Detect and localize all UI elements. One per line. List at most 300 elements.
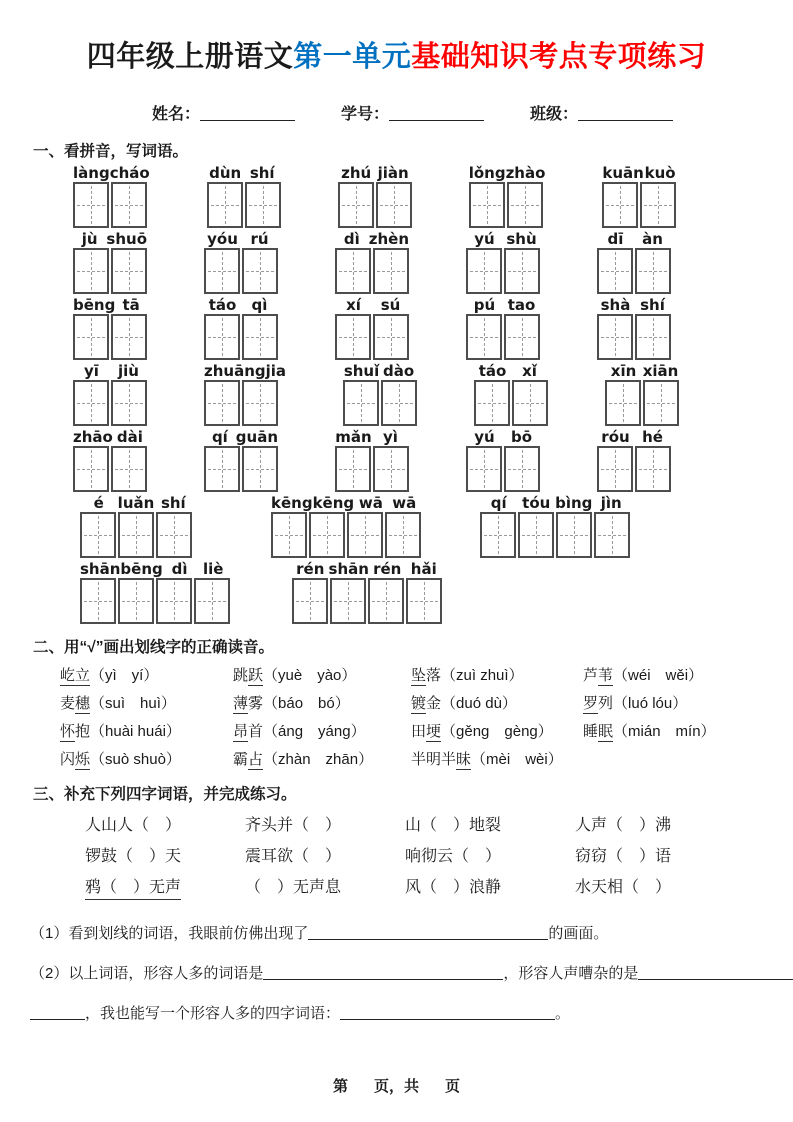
writing-boxes xyxy=(204,446,278,492)
character-writing-box xyxy=(594,512,630,558)
character-writing-box xyxy=(80,512,116,558)
character-writing-box xyxy=(466,248,502,294)
idiom-item: 人声（ ）沸 xyxy=(575,817,672,834)
pinyin-syllable: cháo xyxy=(109,164,150,182)
pinyin-word-group xyxy=(480,495,630,558)
idiom-item: 风（ ）浪静 xyxy=(405,879,502,896)
pinyin-syllable: bēng xyxy=(120,560,163,578)
character-writing-box xyxy=(504,446,540,492)
pinyin-syllable: tā xyxy=(122,296,140,314)
character-writing-box xyxy=(406,578,442,624)
underlined-character: 镀 xyxy=(411,695,427,712)
pinyin-syllable: sú xyxy=(380,296,401,314)
writing-boxes xyxy=(466,314,540,360)
reading-options: （suò shuò） xyxy=(90,751,181,768)
pinyin-syllables xyxy=(73,363,147,380)
writing-boxes xyxy=(466,446,540,492)
character-writing-box xyxy=(643,380,679,426)
writing-boxes xyxy=(80,512,192,558)
question-2-text-1: 以上词语，形容人多的词语是 xyxy=(68,965,264,982)
pinyin-syllable: zhào xyxy=(505,164,546,182)
pinyin-word-group xyxy=(338,165,412,228)
idiom-item: （ ）无声息 xyxy=(245,879,342,896)
character-writing-box xyxy=(504,248,540,294)
question-2-text-3: ，我也能写一个形容人多的四字词语： xyxy=(85,1005,341,1022)
underlined-character: 屹立 xyxy=(60,667,91,684)
pinyin-syllable: rén xyxy=(296,560,325,578)
pinyin-word-group xyxy=(597,429,671,492)
pinyin-word-group xyxy=(73,231,147,294)
character-writing-box xyxy=(518,512,554,558)
character-writing-box xyxy=(204,446,240,492)
pinyin-word-group xyxy=(73,165,150,228)
character-writing-box xyxy=(343,380,379,426)
writing-boxes xyxy=(73,314,147,360)
pinyin-syllable: kēng xyxy=(312,494,355,512)
pinyin-syllables xyxy=(292,561,442,578)
word-part: 闪 xyxy=(60,751,76,768)
pinyin-syllables xyxy=(605,363,679,380)
pinyin-syllable: shān xyxy=(80,560,121,578)
pinyin-syllable: xiān xyxy=(642,362,679,380)
character-writing-box xyxy=(597,314,633,360)
pinyin-syllables xyxy=(80,561,230,578)
character-writing-box xyxy=(111,446,147,492)
pinyin-syllable: kuò xyxy=(644,164,676,182)
pronunciation-item xyxy=(233,722,411,741)
question-2-number: （2） xyxy=(30,965,69,982)
section2-heading: 二、用“√”画出划线字的正确读音。 xyxy=(33,639,275,656)
reading-options: （mèi wèi） xyxy=(471,751,563,768)
pinyin-syllables xyxy=(338,165,412,182)
pinyin-syllables xyxy=(597,297,671,314)
pinyin-syllable: táo xyxy=(208,296,237,314)
character-writing-box xyxy=(347,512,383,558)
pinyin-syllable: bō xyxy=(510,428,533,446)
underlined-character: 昂 xyxy=(233,723,249,740)
question-2-text-2: ，形容人声嘈杂的是 xyxy=(503,965,639,982)
word-part: 半明半 xyxy=(411,751,457,768)
pinyin-syllables xyxy=(204,231,278,248)
character-writing-box xyxy=(381,380,417,426)
character-writing-box xyxy=(204,314,240,360)
pinyin-syllable: shān xyxy=(328,560,369,578)
question-1-text: 看到划线的词语，我眼前仿佛出现了 xyxy=(68,925,309,942)
writing-boxes xyxy=(73,248,147,294)
pinyin-syllables xyxy=(207,165,281,182)
character-writing-box xyxy=(373,314,409,360)
writing-boxes xyxy=(597,314,671,360)
writing-boxes xyxy=(474,380,548,426)
reading-options: （luó lóu） xyxy=(613,695,688,712)
pinyin-syllable: bēng xyxy=(73,296,116,314)
character-writing-box xyxy=(635,314,671,360)
pinyin-syllable: qì xyxy=(251,296,268,314)
character-writing-box xyxy=(466,446,502,492)
pinyin-syllable: rén xyxy=(373,560,402,578)
writing-boxes xyxy=(602,182,676,228)
underlined-character: 穗 xyxy=(75,695,91,712)
pinyin-syllables xyxy=(597,231,671,248)
pinyin-syllable: dào xyxy=(382,362,415,380)
character-writing-box xyxy=(242,314,278,360)
pinyin-word-group xyxy=(73,429,147,492)
class-field xyxy=(530,101,673,124)
reading-options: （yuè yào） xyxy=(263,667,357,684)
underlined-character: 占 xyxy=(248,751,264,768)
pinyin-syllable: yī xyxy=(84,362,99,380)
character-writing-box xyxy=(373,248,409,294)
writing-boxes xyxy=(204,314,278,360)
underlined-character: 苇 xyxy=(598,667,614,684)
character-writing-box xyxy=(80,578,116,624)
pinyin-syllables xyxy=(271,495,421,512)
pinyin-syllable: jiù xyxy=(118,362,139,380)
section3-heading: 三、补充下列四字词语，并完成练习。 xyxy=(33,786,297,803)
idiom-item: 震耳欲（ ） xyxy=(245,848,342,865)
writing-boxes xyxy=(207,182,281,228)
writing-boxes xyxy=(343,380,417,426)
pronunciation-item xyxy=(411,666,583,685)
pinyin-syllable: pú xyxy=(473,296,496,314)
question-1-suffix: 的画面。 xyxy=(548,925,609,942)
word-part: 霸 xyxy=(233,751,249,768)
character-writing-box xyxy=(335,314,371,360)
pinyin-syllables xyxy=(73,297,147,314)
underlined-character: 跃 xyxy=(248,667,264,684)
writing-boxes xyxy=(204,380,286,426)
character-writing-box xyxy=(242,446,278,492)
pinyin-syllable: yóu xyxy=(207,230,238,248)
pinyin-syllable: tóu xyxy=(522,494,551,512)
writing-boxes xyxy=(73,380,147,426)
pronunciation-item xyxy=(583,722,793,741)
pinyin-syllables xyxy=(474,363,548,380)
pinyin-syllable: dùn xyxy=(209,164,242,182)
word-part: 雾 xyxy=(248,695,264,712)
underlined-character: 烁 xyxy=(75,751,91,768)
underlined-character: 眠 xyxy=(598,723,614,740)
pinyin-syllables xyxy=(335,429,409,446)
pinyin-word-group xyxy=(207,165,281,228)
character-writing-box xyxy=(242,380,278,426)
pinyin-syllable: tao xyxy=(507,296,536,314)
character-writing-box xyxy=(73,314,109,360)
pinyin-syllable: luǎn xyxy=(117,494,155,512)
pinyin-row xyxy=(73,297,793,360)
writing-boxes xyxy=(204,248,278,294)
pinyin-word-group xyxy=(204,297,278,360)
pronunciation-item xyxy=(233,666,411,685)
pinyin-syllables xyxy=(204,429,278,446)
pinyin-word-group xyxy=(605,363,679,426)
pronunciation-item xyxy=(411,722,583,741)
pinyin-syllable: dài xyxy=(116,428,143,446)
pinyin-syllable: dì xyxy=(171,560,188,578)
character-writing-box xyxy=(292,578,328,624)
word-part: 抱 xyxy=(75,723,91,740)
underlined-character: 埂 xyxy=(426,723,442,740)
student-id-field xyxy=(341,101,484,124)
pronunciation-item xyxy=(233,750,411,769)
pinyin-syllable: jù xyxy=(81,230,98,248)
pinyin-word-group xyxy=(466,297,540,360)
character-writing-box xyxy=(245,182,281,228)
title-part-red: 基础知识考点专项练习 xyxy=(411,41,707,73)
character-writing-box xyxy=(309,512,345,558)
pinyin-syllable: mǎn xyxy=(335,428,372,446)
word-part: 跳 xyxy=(233,667,249,684)
name-blank xyxy=(200,106,295,121)
question-2-blank-3 xyxy=(30,1005,85,1020)
student-id-label: 学号： xyxy=(341,106,390,123)
word-part: 睡 xyxy=(583,723,599,740)
idiom-item: 山（ ）地裂 xyxy=(405,817,502,834)
pinyin-word-group xyxy=(204,363,286,426)
writing-boxes xyxy=(271,512,421,558)
pinyin-syllables xyxy=(204,363,286,380)
pinyin-word-group xyxy=(292,561,442,624)
writing-boxes xyxy=(73,446,147,492)
character-writing-box xyxy=(111,314,147,360)
pinyin-syllables xyxy=(73,429,147,446)
character-writing-box xyxy=(330,578,366,624)
character-writing-box xyxy=(156,512,192,558)
character-writing-box xyxy=(111,380,147,426)
pinyin-syllable: shuǐ xyxy=(343,362,380,380)
pronunciation-item xyxy=(583,666,793,685)
pinyin-syllables xyxy=(73,165,150,182)
character-writing-box xyxy=(635,248,671,294)
pinyin-syllable: hé xyxy=(642,428,663,446)
reading-options: （wéi wěi） xyxy=(613,667,704,684)
pinyin-syllables xyxy=(335,297,409,314)
character-writing-box xyxy=(597,248,633,294)
idiom-item: 水天相（ ） xyxy=(575,879,672,896)
character-writing-box xyxy=(640,182,676,228)
pinyin-syllable: zhāo xyxy=(73,428,113,446)
pinyin-syllable: táo xyxy=(478,362,507,380)
word-part: 首 xyxy=(248,723,264,740)
pronunciation-item xyxy=(411,694,583,713)
pinyin-syllable: shù xyxy=(506,230,537,248)
writing-boxes xyxy=(480,512,630,558)
pinyin-syllables xyxy=(343,363,417,380)
reading-options: （yì yí） xyxy=(90,667,159,684)
writing-boxes xyxy=(338,182,412,228)
pinyin-syllable: kēng xyxy=(271,494,313,512)
pinyin-row xyxy=(73,429,793,492)
pinyin-syllable: é xyxy=(93,494,104,512)
title-part-blue: 第一单元 xyxy=(293,41,412,73)
title-part-black: 四年级上册语文 xyxy=(86,41,294,73)
pinyin-syllables xyxy=(597,429,671,446)
pinyin-word-group xyxy=(80,495,192,558)
writing-boxes xyxy=(335,314,409,360)
pronunciation-item xyxy=(60,694,233,713)
reading-options: （suì huì） xyxy=(90,695,176,712)
pinyin-word-group xyxy=(335,429,409,492)
reading-options: （zhàn zhān） xyxy=(263,751,374,768)
writing-boxes xyxy=(335,446,409,492)
pinyin-word-group xyxy=(204,231,278,294)
question-2-blank-1 xyxy=(263,965,503,980)
pinyin-syllable: zhú xyxy=(341,164,372,182)
pinyin-syllable: zhèn xyxy=(368,230,409,248)
pinyin-word-group xyxy=(343,363,417,426)
pinyin-syllable: yì xyxy=(383,428,398,446)
pinyin-syllables xyxy=(466,297,540,314)
idiom-item: 响彻云（ ） xyxy=(405,848,502,865)
character-writing-box xyxy=(242,248,278,294)
idiom-item: 人山人（ ） xyxy=(85,817,182,834)
question-2-text-4: 。 xyxy=(555,1005,571,1022)
footer-part-2: 页，共 xyxy=(373,1078,419,1095)
character-writing-box xyxy=(271,512,307,558)
writing-boxes xyxy=(292,578,442,624)
character-writing-box xyxy=(512,380,548,426)
pinyin-row xyxy=(80,561,793,624)
pinyin-syllable: jiàn xyxy=(377,164,409,182)
pinyin-syllable: jìn xyxy=(600,494,622,512)
pinyin-syllables xyxy=(466,429,540,446)
questions-block xyxy=(30,914,793,1034)
underlined-character: 罗 xyxy=(583,695,599,712)
pinyin-syllable: hǎi xyxy=(410,560,437,578)
pronunciation-choice-grid xyxy=(60,666,793,769)
section1-heading: 一、看拼音，写词语。 xyxy=(33,143,189,160)
pronunciation-item xyxy=(60,750,233,769)
question-1 xyxy=(30,914,793,954)
writing-boxes xyxy=(466,248,540,294)
question-2-blank-4 xyxy=(340,1005,555,1020)
underlined-character: 怀 xyxy=(60,723,76,740)
character-writing-box xyxy=(73,380,109,426)
pinyin-syllable: shuō xyxy=(106,230,147,248)
pinyin-syllable: guān xyxy=(235,428,278,446)
footer-part-3: 页 xyxy=(445,1078,461,1095)
pinyin-syllable: jia xyxy=(265,362,287,380)
reading-options: （duó dù） xyxy=(441,695,517,712)
word-part: 落 xyxy=(426,667,442,684)
pinyin-syllable: kuān xyxy=(602,164,644,182)
character-writing-box xyxy=(207,182,243,228)
writing-boxes xyxy=(73,182,150,228)
pinyin-syllables xyxy=(335,231,409,248)
idiom-completion-grid xyxy=(85,816,793,900)
question-1-number: （1） xyxy=(30,925,69,942)
reading-options: （áng yáng） xyxy=(263,723,366,740)
word-part: 田 xyxy=(411,723,427,740)
reading-options: （zuì zhuì） xyxy=(441,667,524,684)
pinyin-syllable: xīn xyxy=(610,362,637,380)
character-writing-box xyxy=(118,578,154,624)
character-writing-box xyxy=(73,446,109,492)
reading-options: （mián mín） xyxy=(613,723,716,740)
pinyin-word-group xyxy=(73,297,147,360)
character-writing-box xyxy=(204,380,240,426)
pinyin-syllable: yú xyxy=(474,428,495,446)
idiom-item: 窃窃（ ）语 xyxy=(575,848,672,865)
name-label: 姓名： xyxy=(152,106,201,123)
character-writing-box xyxy=(335,446,371,492)
question-1-blank xyxy=(308,925,548,940)
pinyin-syllable: shí xyxy=(249,164,275,182)
question-2-line-1 xyxy=(30,954,793,994)
pinyin-word-group xyxy=(73,363,147,426)
pinyin-word-group xyxy=(80,561,230,624)
pronunciation-item xyxy=(233,694,411,713)
writing-boxes xyxy=(605,380,679,426)
pronunciation-item xyxy=(411,750,583,769)
pinyin-syllable: liè xyxy=(202,560,224,578)
pinyin-syllable: shà xyxy=(600,296,631,314)
student-info-row xyxy=(152,101,793,124)
pinyin-word-group xyxy=(466,429,540,492)
character-writing-box xyxy=(373,446,409,492)
idiom-item-underlined: 鸦（ ）无声 xyxy=(85,878,181,900)
reading-options: （gěng gèng） xyxy=(441,723,553,740)
pinyin-syllable: xǐ xyxy=(522,362,537,380)
pinyin-row xyxy=(73,363,793,426)
pinyin-word-group xyxy=(597,231,671,294)
pinyin-word-group xyxy=(469,165,546,228)
character-writing-box xyxy=(504,314,540,360)
pinyin-syllable: àn xyxy=(642,230,663,248)
character-writing-box xyxy=(376,182,412,228)
character-writing-box xyxy=(605,380,641,426)
pinyin-syllables xyxy=(469,165,546,182)
pinyin-syllable: shí xyxy=(640,296,665,314)
character-writing-box xyxy=(73,248,109,294)
pinyin-syllables xyxy=(73,231,147,248)
class-label: 班级： xyxy=(530,106,579,123)
underlined-character: 坠 xyxy=(411,667,427,684)
character-writing-box xyxy=(474,380,510,426)
idiom-item: 锣鼓（ ）天 xyxy=(85,848,182,865)
question-2-line-2 xyxy=(30,994,793,1034)
character-writing-box xyxy=(204,248,240,294)
character-writing-box xyxy=(602,182,638,228)
character-writing-box xyxy=(338,182,374,228)
reading-options: （báo bó） xyxy=(263,695,350,712)
question-2-blank-2 xyxy=(638,965,793,980)
character-writing-box xyxy=(111,248,147,294)
character-writing-box xyxy=(635,446,671,492)
character-writing-box xyxy=(335,248,371,294)
pinyin-syllable: yú xyxy=(474,230,495,248)
pinyin-syllable: wā xyxy=(358,494,383,512)
pinyin-word-group xyxy=(597,297,671,360)
writing-boxes xyxy=(597,446,671,492)
pinyin-word-group xyxy=(271,495,421,558)
character-writing-box xyxy=(507,182,543,228)
writing-boxes xyxy=(597,248,671,294)
pinyin-word-group xyxy=(335,297,409,360)
pinyin-syllable: qí xyxy=(211,428,228,446)
writing-boxes xyxy=(335,248,409,294)
pronunciation-item xyxy=(60,722,233,741)
class-blank xyxy=(578,106,673,121)
character-writing-box xyxy=(469,182,505,228)
pinyin-word-group xyxy=(335,231,409,294)
character-writing-box xyxy=(466,314,502,360)
character-writing-box xyxy=(368,578,404,624)
pinyin-syllable: xí xyxy=(346,296,361,314)
pinyin-syllables xyxy=(466,231,540,248)
pinyin-syllable: róu xyxy=(601,428,630,446)
pinyin-word-group xyxy=(474,363,548,426)
